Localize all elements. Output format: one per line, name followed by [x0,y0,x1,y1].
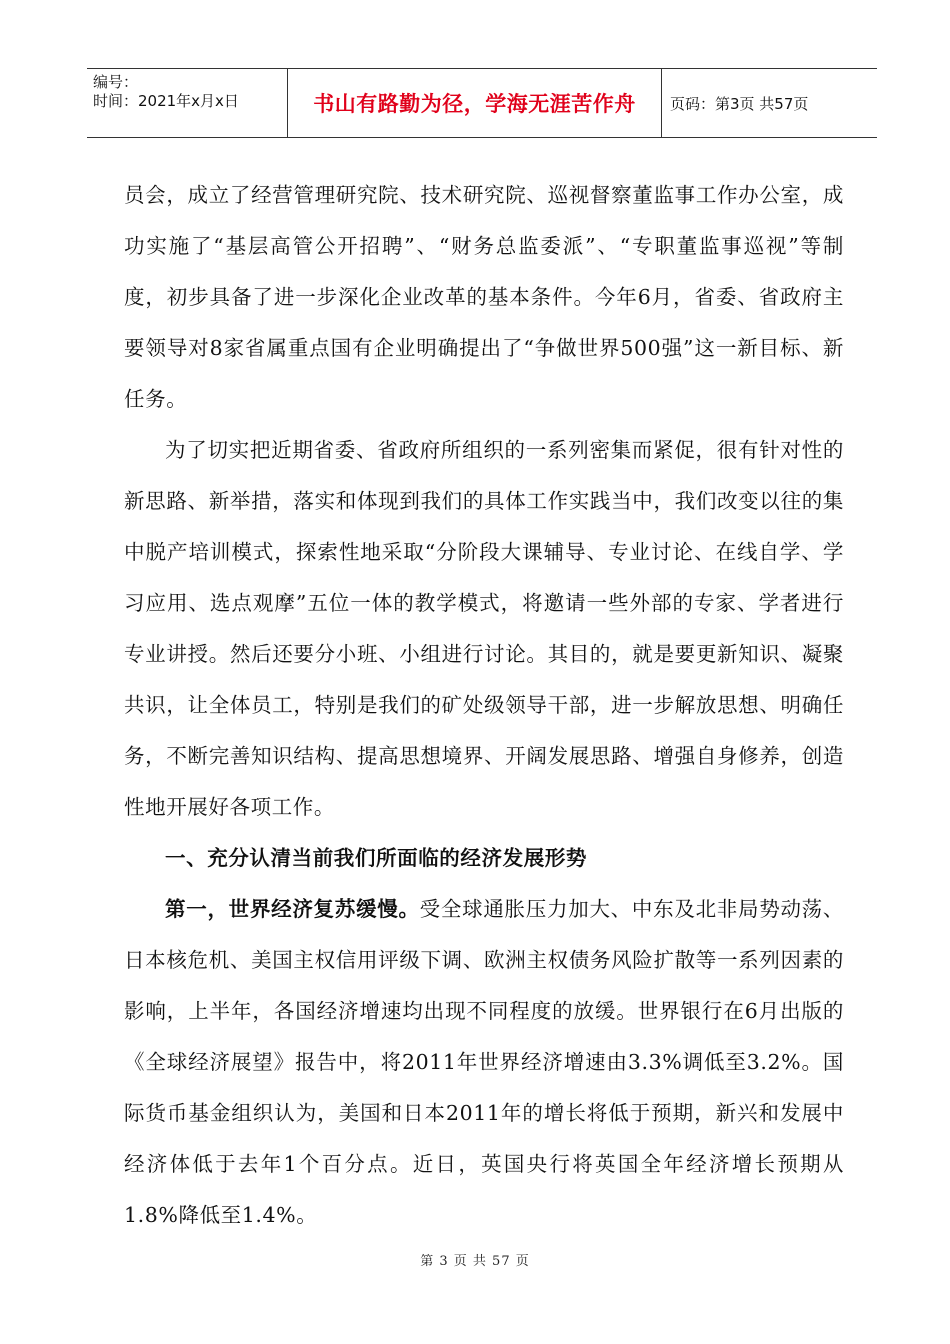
paragraph-2: 为了切实把近期省委、省政府所组织的一系列密集而紧促，很有针对性的新思路、新举措，落实和体现到我们的具体工作实践当中，我们改变以往的集中脱产培训模式，探索性地采取“分阶段大课辅导、专业讨论、在线自学、学习应用、选点观摩”五位一体的教学模式，将邀请一些外部的专家、学者进行专业讲授。然后还要分小班、小组进行讨论。其目的，就是要更新知识、凝聚共识，让全体员工，特别是我们的矿处级领导干部，进一步解放思想、明确任务，不断完善知识结构、提高思想境界、开阔发展思路、增强自身修养，创造性地开展好各项工作。 [124,438,844,819]
document-number-label: 编号： [93,73,139,91]
document-body [124,170,844,1241]
page-footer: 第 3 页 共 57 页 [420,1254,530,1269]
header-page-label: 页码：第3页 共57页 [670,94,809,113]
paragraph-1: 员会，成立了经营管理研究院、技术研究院、巡视督察董监事工作办公室，成功实施了“基层高管公开招聘”、“财务总监委派”、“专职董监事巡视”等制度，初步具备了进一步深化企业改革的基本条件。今年6月，省委、省政府主要领导对8家省属重点国有企业明确提出了“争做世界500强”这一新目标、新任务。 [124,183,844,411]
paragraph-3-lead: 第一，世界经济复苏缓慢。 [165,897,420,921]
paragraph-3 [124,884,844,1241]
document-time-label: 时间：2021年x月x日 [93,92,239,110]
section-heading: 一、充分认清当前我们所面临的经济发展形势 [165,846,587,870]
page-header [87,68,877,138]
header-motto: 书山有路勤为径，学海无涯苦作舟 [288,69,662,137]
header-meta [87,69,288,137]
paragraph-3-text: 受全球通胀压力加大、中东及北非局势动荡、日本核危机、美国主权信用评级下调、欧洲主权债务风险扩散等一系列因素的影响，上半年，各国经济增速均出现不同程度的放缓。世界银行在6月出版的《全球经济展望》报告中，将2011年世界经济增速由3.3%调低至3.2%。国际货币基金组织认为，美国和日本2011年的增长将低于预期，新兴和发展中经济体低于去年1个百分点。近日，英国央行将英国全年经济增长预期从1.8%降低至1.4%。 [124,897,844,1227]
